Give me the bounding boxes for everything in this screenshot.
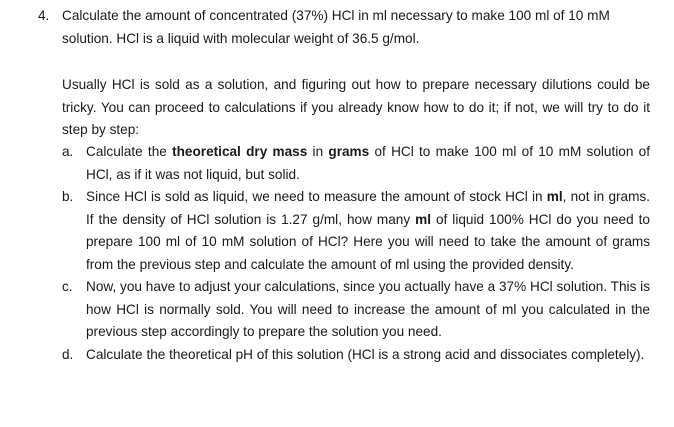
step-text: Calculate the theoretical pH of this solution (HCl is a strong acid and dissociates completely). xyxy=(86,346,645,362)
step-text: Since HCl is sold as liquid, we need to measure the amount of stock HCl in xyxy=(86,189,547,204)
intro-paragraph: Usually HCl is sold as a solution, and figuring out how to prepare necessary dilutions could be tricky. You can proceed to calculations if you already know how to do it; if not, we will try to do it step by step: xyxy=(62,77,650,137)
step-text: in xyxy=(307,144,329,159)
step-d xyxy=(62,344,650,367)
step-emphasis: ml xyxy=(546,189,563,204)
step-emphasis: grams xyxy=(328,144,370,159)
question-text: Calculate the amount of concentrated (37%) HCl in ml necessary to make 100 ml of 10 mM solution. HCl is a liquid with molecular weight of 36.5 g/mol. xyxy=(62,8,610,46)
step-marker: c. xyxy=(62,279,73,294)
step-emphasis: theoretical dry mass xyxy=(172,144,308,159)
step-text: , not in grams. If the density of HCl solution is 1.27 g/ml, how many xyxy=(86,189,650,227)
step-text: Now, you have to adjust your calculations, since you actually have a 37% HCl solution. This is how HCl is normally sold. You will need to increase the amount of ml you calculated in the previous step accordingly to prepare the solution you need. xyxy=(86,279,650,339)
step-a xyxy=(62,141,650,186)
step-emphasis: ml xyxy=(415,211,431,227)
step-text: Calculate the xyxy=(86,144,173,159)
step-c xyxy=(62,276,650,344)
step-list xyxy=(62,141,650,366)
step-text: of HCl to make 100 ml of 10 mM solution of HCl, as if it was not liquid, but solid. xyxy=(86,144,650,182)
step-marker: d. xyxy=(62,346,74,362)
step-b xyxy=(62,186,650,276)
step-marker: b. xyxy=(62,189,74,204)
step-marker: a. xyxy=(62,144,74,159)
step-text: of liquid 100% HCl do you need to prepare 100 ml of 10 mM solution of HCl? Here you will need to take the amount of grams from the previous step and calculate the amount of ml using the provided density. xyxy=(86,211,650,272)
question-number: 4. xyxy=(38,8,50,23)
